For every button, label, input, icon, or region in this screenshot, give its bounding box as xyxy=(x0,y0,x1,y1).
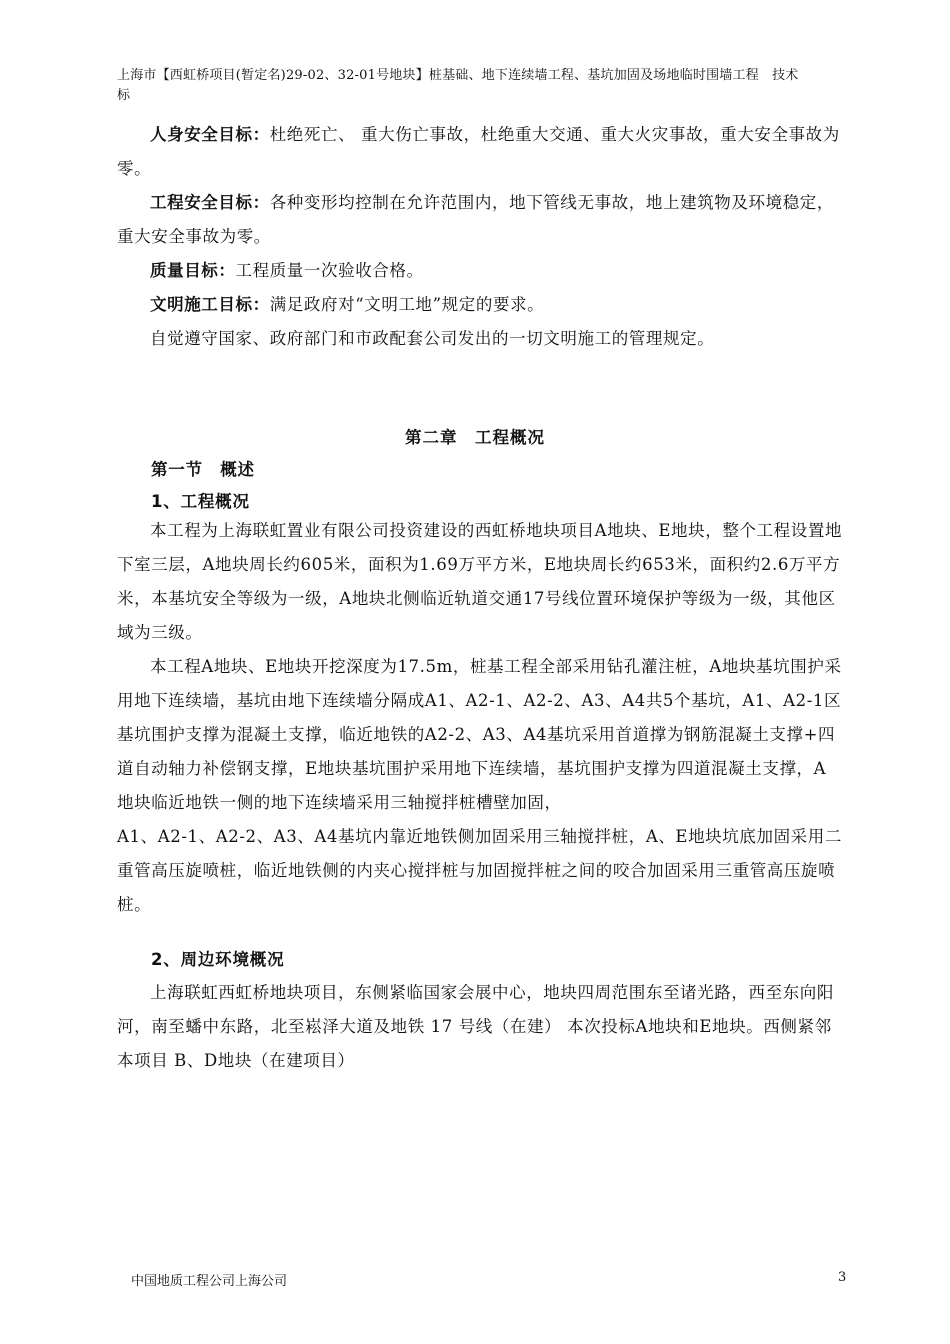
subsection-1-body xyxy=(117,514,843,922)
paragraph: 本工程A地块、E地块开挖深度为17.5m，桩基工程全部采用钻孔灌注桩，A地块基坑围护采用地下连续墙，基坑由地下连续墙分隔成A1、A2-1、A2-2、A3、A4共5个基坑，A1、A2-1区基坑围护支撑为混凝土支撑，临近地铁的A2-2、A3、A4基坑采用首道撑为钢筋混凝土支撑+四道自动轴力补偿钢支撑，E地块基坑围护采用地下连续墙，基坑围护支撑为四道混凝土支撑，A地块临近地铁一侧的地下连续墙采用三轴搅拌桩槽壁加固， xyxy=(117,657,842,812)
goal-text: 满足政府对“文明工地”规定的要求。 xyxy=(269,295,545,314)
goal-text: 工程质量一次验收合格。 xyxy=(235,261,424,280)
goal-quality xyxy=(117,254,843,288)
goals-section xyxy=(117,118,843,356)
header-line-2: 标 xyxy=(117,88,131,103)
chapter-title: 第二章 工程概况 xyxy=(405,428,545,447)
subsection-2-title: 2、周边环境概况 xyxy=(151,950,285,969)
goals-note: 自觉遵守国家、政府部门和市政配套公司发出的一切文明施工的管理规定。 xyxy=(150,329,715,348)
goal-engineering-safety xyxy=(117,186,843,254)
goal-personal-safety xyxy=(117,118,843,186)
goal-label: 人身安全目标： xyxy=(150,125,270,144)
goal-label: 工程安全目标： xyxy=(150,193,270,212)
footer-company: 中国地质工程公司上海公司 xyxy=(131,1274,288,1289)
paragraph: 本工程为上海联虹置业有限公司投资建设的西虹桥地块项目A地块、E地块，整个工程设置地下室三层，A地块周长约605米，面积为1.69万平方米，E地块周长约653米，面积约2.6万平方米，本基坑安全等级为一级，A地块北侧临近轨道交通17号线位置环境保护等级为一级，其他区域为三级。 xyxy=(117,521,843,642)
goal-label: 文明施工目标： xyxy=(150,295,270,314)
header-line-1: 上海市【西虹桥项目(暂定名)29-02、32-01号地块】桩基础、地下连续墙工程、基坑加固及场地临时围墙工程 技术 xyxy=(117,68,799,83)
goal-label: 质量目标： xyxy=(150,261,236,280)
page-header xyxy=(117,66,839,106)
paragraph: A1、A2-1、A2-2、A3、A4基坑内靠近地铁侧加固采用三轴搅拌桩，A、E地块坑底加固采用二重管高压旋喷桩，临近地铁侧的内夹心搅拌桩与加固搅拌桩之间的咬合加固采用三重管高压旋喷桩。 xyxy=(117,827,842,914)
goal-civilized-construction xyxy=(117,288,843,322)
subsection-2-body xyxy=(117,976,843,1078)
goal-text: 杜绝死亡、 重大伤亡事故，杜绝重大交通、重大火灾事故，重大安全事故为零。 xyxy=(117,125,840,178)
page-number: 3 xyxy=(838,1270,847,1285)
section-title: 第一节 概述 xyxy=(151,460,255,479)
subsection-1-title: 1、工程概况 xyxy=(151,492,250,511)
paragraph: 上海联虹西虹桥地块项目，东侧紧临国家会展中心，地块四周范围东至诸光路，西至东向阳河，南至蟠中东路，北至崧泽大道及地铁 17 号线（在建） 本次投标A地块和E地块。西侧紧邻本项目 B、D地块（在建项目） xyxy=(117,983,834,1070)
goal-text: 各种变形均控制在允许范围内，地下管线无事故，地上建筑物及环境稳定，重大安全事故为零。 xyxy=(117,193,835,246)
